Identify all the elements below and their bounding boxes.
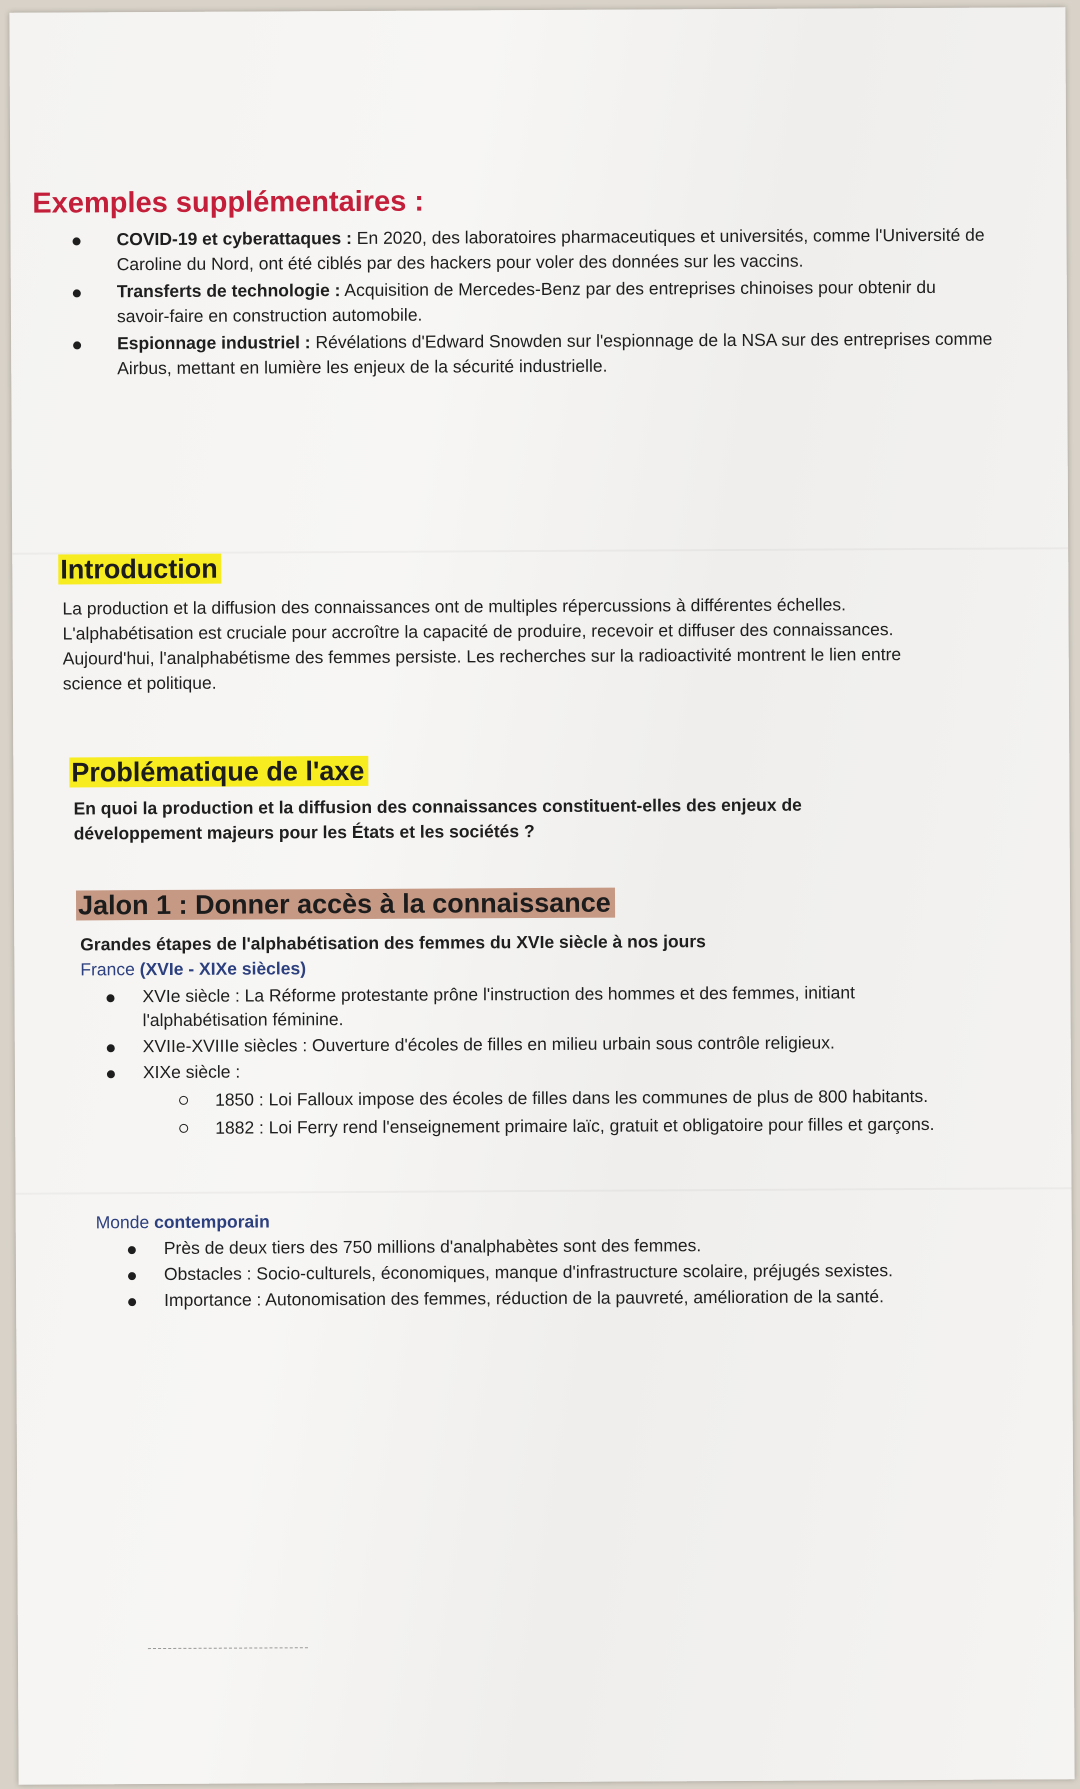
jalon-title	[76, 888, 615, 922]
sub-list-item	[179, 1084, 967, 1112]
france-heading-prefix: France	[80, 959, 140, 980]
paper-sheet	[9, 7, 1074, 1785]
problematique-question: En quoi la production et la diffusion des connaissances constituent-elles des enjeux de développement majeurs pour les États et les sociétés ?	[73, 794, 802, 844]
jalon-subtitle: Grandes étapes de l'alphabétisation des femmes du XVIe siècle à nos jours	[80, 931, 706, 955]
problematique-title-highlight: Problématique de l'axe	[69, 756, 368, 788]
circle-bullet-icon	[179, 1096, 188, 1105]
document-content	[9, 7, 1074, 1785]
list-item	[107, 1056, 967, 1141]
item-text: Importance : Autonomisation des femmes, réduction de la pauvreté, amélioration de la santé.	[164, 1286, 885, 1310]
sub-item-text: 1850 : Loi Falloux impose des écoles de filles dans les communes de plus de 800 habitants.	[215, 1085, 929, 1110]
item-text: Révélations d'Edward Snowden sur l'espionnage de la NSA sur des entreprises comme Airbus, mettant en lumière les enjeux de la sécurité industrielle.	[117, 328, 993, 379]
bullet-icon	[128, 1272, 136, 1280]
item-text: En 2020, des laboratoires pharmaceutiques et universités, comme l'Université de Caroline du Nord, ont été ciblés par des hackers pour voler des données sur les vaccins.	[116, 224, 985, 275]
examples-list	[72, 223, 993, 384]
jalon-title-highlight: Jalon 1 : Donner accès à la connaissance	[76, 888, 615, 921]
bullet-icon	[128, 1298, 136, 1306]
france-heading-period: (XVIe - XIXe siècles)	[139, 958, 307, 980]
list-item	[128, 1258, 978, 1286]
item-text: Près de deux tiers des 750 millions d'analphabètes sont des femmes.	[163, 1235, 702, 1258]
intro-paragraph: La production et la diffusion des connaissances ont de multiples répercussions à différentes échelles. L'alphabétisation est cruciale pour accroître la capacité de produire, recevoir et diffuser des connaissances. Aujourd'hui, l'analphabétisme des femmes persiste. Les recherches sur la radioactivité montrent le lien entre science et politique.	[62, 594, 902, 694]
monde-heading-period: contemporain	[154, 1211, 270, 1233]
bullet-icon	[107, 1070, 115, 1078]
xixe-sublist	[143, 1084, 967, 1140]
problematique-title	[69, 756, 368, 789]
list-item	[128, 1284, 978, 1312]
list-item	[107, 1030, 967, 1059]
item-text: Obstacles : Socio-culturels, économiques, manque d'infrastructure scolaire, préjugés sexistes.	[163, 1260, 893, 1284]
item-text: Acquisition de Mercedes-Benz par des entreprises chinoises pour obtenir du savoir-faire en construction automobile.	[116, 276, 936, 327]
bullet-icon	[128, 1246, 136, 1254]
list-item	[73, 275, 993, 330]
pencil-mark	[148, 1647, 308, 1651]
circle-bullet-icon	[179, 1124, 188, 1133]
bullet-icon	[73, 341, 81, 349]
list-item	[72, 223, 992, 278]
bullet-icon	[107, 1044, 115, 1052]
item-bold-label: Espionnage industriel :	[117, 332, 311, 354]
intro-title-highlight: Introduction	[58, 554, 222, 585]
sub-list-item	[179, 1112, 967, 1140]
list-item	[128, 1232, 978, 1260]
monde-heading-prefix: Monde	[95, 1212, 155, 1233]
bullet-icon	[73, 237, 81, 245]
sub-item-text: 1882 : Loi Ferry rend l'enseignement primaire laïc, gratuit et obligatoire pour filles et garçons.	[215, 1113, 935, 1138]
monde-list	[128, 1232, 978, 1314]
item-text: XVIe siècle : La Réforme protestante prône l'instruction des hommes et des femmes, initiant l'alphabétisation féminine.	[142, 982, 855, 1031]
item-bold-label: Transferts de technologie :	[116, 280, 341, 302]
item-text: XVIIe-XVIIIe siècles : Ouverture d'écoles de filles en milieu urbain sous contrôle religieux.	[142, 1032, 835, 1057]
bullet-icon	[73, 289, 81, 297]
france-heading	[80, 956, 306, 982]
item-text: XIXe siècle :	[142, 1061, 241, 1083]
bullet-icon	[107, 994, 115, 1002]
monde-heading	[96, 1209, 270, 1235]
list-item	[73, 327, 993, 382]
intro-title	[58, 554, 222, 586]
list-item	[106, 980, 966, 1033]
examples-heading: Exemples supplémentaires :	[32, 185, 425, 220]
item-bold-label: COVID-19 et cyberattaques :	[116, 227, 352, 250]
france-list	[106, 980, 967, 1145]
